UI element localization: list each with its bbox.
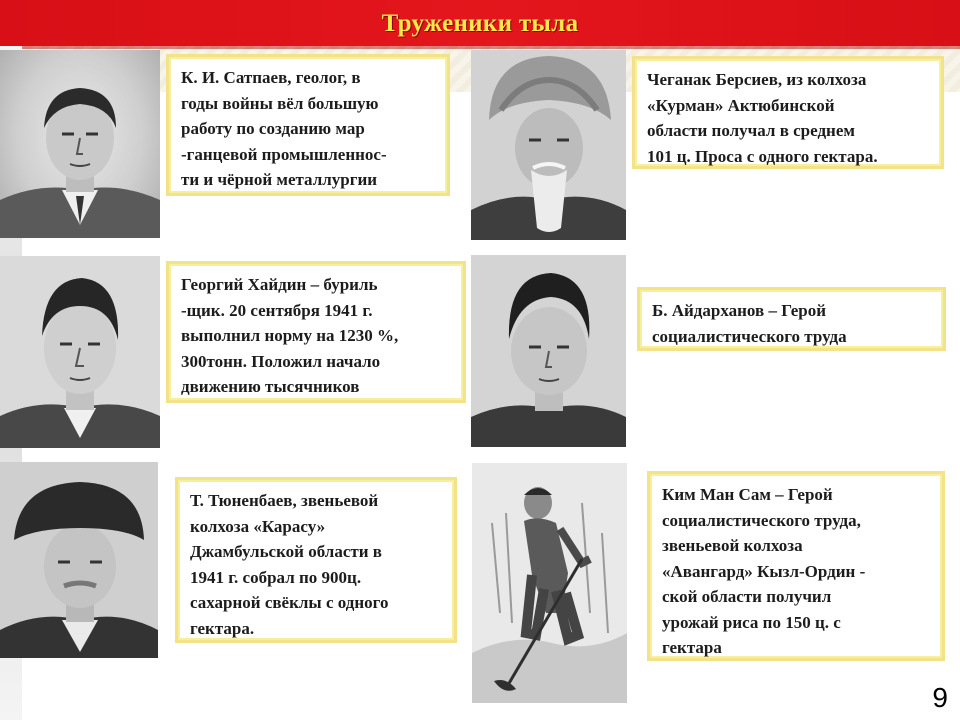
caption-line: Чеганак Берсиев, из колхоза xyxy=(647,70,867,89)
caption-line: Ким Ман Сам – Герой xyxy=(662,485,833,504)
caption-khaidin xyxy=(166,261,466,403)
caption-line: сахарной свёклы с одного xyxy=(190,593,389,612)
portrait-aidarkhanov xyxy=(471,255,626,447)
caption-line: К. И. Сатпаев, геолог, в xyxy=(181,68,361,87)
caption-line: 300тонн. Положил начало xyxy=(181,351,381,371)
page-number: 9 xyxy=(932,682,948,713)
caption-line: Т. Тюненбаев, звеньевой xyxy=(190,491,379,510)
caption-line: гектара. xyxy=(190,618,255,638)
caption-satpaev xyxy=(166,54,450,196)
caption-line: урожай риса по 150 ц. с xyxy=(662,612,841,632)
caption-line: 101 ц. Проса с одного гектара. xyxy=(647,146,878,166)
portrait-khaidin xyxy=(0,256,160,448)
caption-line: работу по созданию мар xyxy=(181,119,365,138)
portrait-bersiev xyxy=(471,50,626,240)
caption-line: Георгий Хайдин – буриль xyxy=(181,275,378,294)
portrait-tyunenbaev xyxy=(0,462,158,658)
caption-line: Джамбульской области в xyxy=(190,542,382,561)
caption-line: ти и чёрной металлургии xyxy=(181,170,378,189)
caption-line: ской области получил xyxy=(662,587,832,606)
caption-line: выполнил норму на 1230 %, xyxy=(181,326,399,345)
caption-tyunenbaev xyxy=(175,477,457,643)
drawing-kim-man-sam xyxy=(472,463,627,703)
caption-line: колхоза «Карасу» xyxy=(190,516,326,536)
caption-line: Б. Айдарханов – Герой xyxy=(652,301,827,320)
caption-line: годы войны вёл большую xyxy=(181,93,379,113)
caption-line: движению тысячников xyxy=(181,377,360,396)
portrait-satpaev xyxy=(0,50,160,238)
caption-aidarkhanov xyxy=(637,287,946,351)
caption-line: «Курман» Актюбинской xyxy=(647,95,835,115)
title-band xyxy=(0,0,960,49)
caption-line: 1941 г. собрал по 900ц. xyxy=(190,567,362,587)
caption-line: «Авангард» Кызл-Ордин - xyxy=(662,561,866,581)
caption-line: гектара xyxy=(662,638,722,657)
caption-line: -щик. 20 сентября 1941 г. xyxy=(181,300,373,320)
caption-kim-man-sam xyxy=(647,471,945,661)
slide-title: Труженики тыла xyxy=(381,10,579,37)
caption-bersiev xyxy=(632,56,944,169)
caption-line: социалистического труда xyxy=(652,326,847,346)
caption-line: звеньевой колхоза xyxy=(662,536,803,555)
caption-line: социалистического труда, xyxy=(662,510,861,530)
caption-line: области получал в среднем xyxy=(647,121,855,140)
caption-line: -ганцевой промышленнос- xyxy=(181,144,387,164)
